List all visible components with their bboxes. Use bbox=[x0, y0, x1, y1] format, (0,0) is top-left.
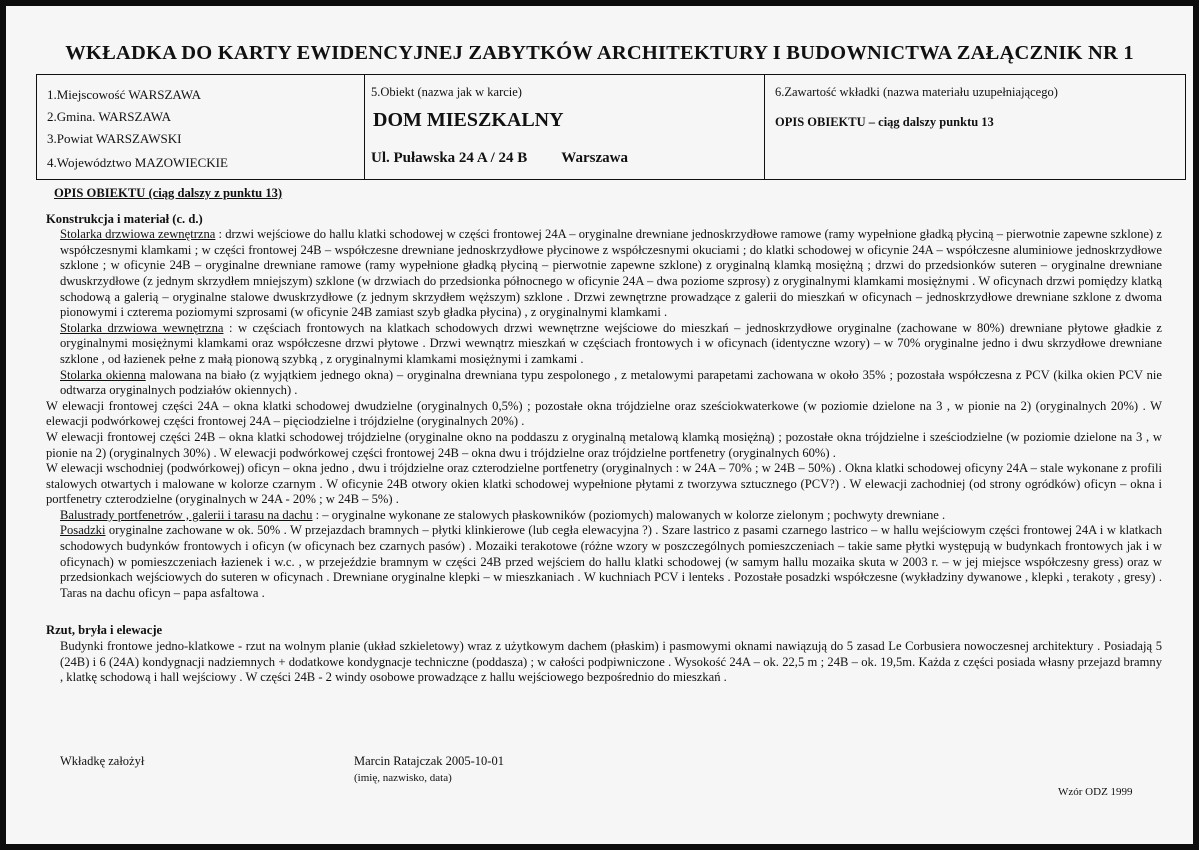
door-exterior-text: : drzwi wejściowe do hallu klatki schodowej w części frontowej 24A – oryginalne drewniane jednoskrzydłowe ramowe (ramy wypełnione gładką płyciną – pierwotnie zapewne szklone) z współczesnymi klamkami ; w części frontowej 24B – współczesne drewniane jednoskrzydłowe płycinowe z współczesnymi okuciami ; do klatki schodowej w oficynie 24A – współczesne aluminiowe jednoskrzydłowe szklone ; w oficynie 24B – oryginalne drewniane ramowe (ramy wypełnione gładką płyciną – pierwotnie zapewne szklone) z oryginalną klamką mosiężną ; drzwi do przedsionków suteren – oryginalne drewniane dwuskrzydłowe (z jednym skrzydłem mniejszym) szklone (w drzwiach do przedsionka północnego w oficynie 24A – dwa poziome szprosy) z oryginalnymi klamkami mosiężnymi . W oficynach drzwi pomiędzy klatką schodową a galerią – oryginalne stalowe dwuskrzydłowe (z jednym skrzydłem węższym) szklone . Drzwi zewnętrzne prowadzące z galerii do mieszkań w oficynach – jednoskrzydłowe drewniane szklone z dwoma pionowymi i czterema poziomymi szprosami (w oficynie 24B zamiast szyb gładka płycina) , z oryginalnymi klamkami . bbox=[60, 227, 1162, 320]
signature-note: (imię, nazwisko, data) bbox=[354, 772, 452, 784]
plan-title: Rzut, bryła i elewacje bbox=[46, 623, 163, 638]
location-city: 1.Miejscowość WARSZAWA bbox=[47, 87, 201, 102]
object-cell bbox=[365, 75, 765, 179]
paragraph-door-interior bbox=[46, 321, 1162, 368]
signature: Marcin Ratajczak 2005-10-01 bbox=[354, 754, 504, 768]
document-title: WKŁADKA DO KARTY EWIDENCYJNEJ ZABYTKÓW ARCHITEKTURY I BUDOWNICTWA ZAŁĄCZNIK NR 1 bbox=[65, 42, 1134, 64]
location-cell bbox=[37, 75, 365, 179]
document-sheet bbox=[6, 6, 1193, 844]
location-county: 3.Powiat WARSZAWSKI bbox=[47, 131, 182, 146]
floor-label: Posadzki bbox=[60, 523, 106, 538]
construction-title: Konstrukcja i materiał (c. d.) bbox=[46, 211, 203, 226]
door-exterior-label: Stolarka drzwiowa zewnętrzna bbox=[60, 227, 216, 242]
insert-cell bbox=[765, 75, 1185, 179]
insert-label: 6.Zawartość wkładki (nazwa materiału uzupełniającego) bbox=[775, 85, 1058, 99]
object-city: Warszawa bbox=[561, 150, 628, 166]
location-voivodeship: 4.Województwo MAZOWIECKIE bbox=[47, 155, 228, 170]
body-text bbox=[46, 186, 1162, 686]
section-title: OPIS OBIEKTU (ciąg dalszy z punktu 13) bbox=[54, 186, 283, 200]
paragraph-windows-annex: W elewacji wschodniej (podwórkowej) oficyn – okna jedno , dwu i trójdzielne oraz czterodzielne portfenetry (oryginalnych : w 24A – 70% ; w 24B – 50%) . Okna klatki schodowej oficyny 24A – stale wykonane z profili stalowych otwartych i malowane w kolorze czarnym . W oficynie 24B otwory okien klatki schodowej wypełnione płytami z tworzywa sztucznego (PCV?) . W elewacji zachodniej (od strony ogródków) oficyn – okna i portfenetry czterodzielne (oryginalnych w 24A - 20% ; w 24B – 5%) . bbox=[46, 461, 1162, 507]
window-text: malowana na biało (z wyjątkiem jednego okna) – oryginalna drewniana typu zespolonego , z metalowymi parapetami zachowana w około 35% ; pozostała współczesna z PCV (kilka okien PCV nie odtwarza oryginalnych podziałów okiennych) . bbox=[60, 367, 1162, 398]
prepared-by-label: Wkładkę założył bbox=[60, 754, 145, 768]
paragraph-door-exterior bbox=[46, 227, 1162, 321]
window-label: Stolarka okienna bbox=[60, 367, 146, 382]
object-label: 5.Obiekt (nazwa jak w karcie) bbox=[371, 85, 522, 99]
location-commune: 2.Gmina. WARSZAWA bbox=[47, 109, 172, 124]
door-interior-label: Stolarka drzwiowa wewnętrzna bbox=[60, 320, 224, 335]
paragraph-balustrades bbox=[46, 508, 1162, 524]
balustrade-text: : – oryginalne wykonane ze stalowych płaskowników (poziomych) malowanych w kolorze zielonym ; pochwyty drewniane . bbox=[312, 507, 946, 522]
paragraph-windows-24a: W elewacji frontowej części 24A – okna klatki schodowej dwudzielne (oryginalnych 0,5%) ; pozostałe okna trójdzielne oraz sześciokwaterkowe (w poziomie dzielone na 3 , w pionie na 2) (oryginalnych 20%) . W elewacji podwórkowej części frontowej 24A – pięciodzielne i trójdzielne (oryginalnych 20%) . bbox=[46, 398, 1162, 429]
door-interior-text: : w częściach frontowych na klatkach schodowych drzwi wewnętrzne wejściowe do mieszkań – jednoskrzydłowe oryginalne (zachowane w 80%) drewniane płytowe gładkie z oryginalnymi mosiężnymi klamkami oraz współczesne drzwi płytowe . Drzwi wewnątrz mieszkań w częściach frontowych i w oficynach (identyczne wzory) – w 70% oryginalne jedno i dwu skrzydłowe drewniane szklone , od łazienek pełne z małą pionową szybką , z oryginalnymi klamkami mosiężnymi i zamkami . bbox=[60, 320, 1162, 366]
balustrade-label: Balustrady portfenetrów , galerii i tarasu na dachu bbox=[60, 507, 313, 522]
paragraph-windows bbox=[46, 368, 1162, 399]
paragraph-floors bbox=[46, 523, 1162, 601]
form-code: Wzór ODZ 1999 bbox=[1058, 786, 1133, 798]
object-address-line bbox=[371, 150, 628, 167]
paragraph-windows-24b: W elewacji frontowej części 24B – okna klatki schodowej trójdzielne (oryginalne okno na poddaszu z oryginalną metalową klamką mosiężną) ; pozostałe okna trójdzielne i sześciodzielne (w poziomie dzielone na 3 , w pionie na 2) (oryginalnych 30%) . W elewacji podwórkowej części frontowej 24B – okna dwu i trójdzielne oraz trójdzielne portfenetry (oryginalnych 60%) . bbox=[46, 429, 1162, 460]
insert-value: OPIS OBIEKTU – ciąg dalszy punktu 13 bbox=[775, 115, 994, 129]
spacer bbox=[46, 601, 1162, 623]
object-address: Ul. Puławska 24 A / 24 B bbox=[371, 150, 528, 166]
paragraph-plan: Budynki frontowe jedno-klatkowe - rzut na wolnym planie (układ szkieletowy) wraz z użytkowym dachem (płaskim) i pasmowymi oknami nawiązują do 5 zasad Le Corbusiera nowoczesnej architektury . Posiadają 5 (24B) i 6 (24A) kondygnacji nadziemnych + dodatkowe kondygnacje techniczne (poddasza) ; w całości podpiwniczone . Wysokość 24A – ok. 22,5 m ; 24B – ok. 19,5m. Każda z części posiada własny przejazd bramny , klatkę schodową i hall wejściowy . W części 24B - 2 windy osobowe prowadzące z hallu wejściowego bezpośrednio do mieszkań . bbox=[60, 639, 1162, 685]
object-name: DOM MIESZKALNY bbox=[373, 109, 564, 131]
floor-text: oryginalne zachowane w ok. 50% . W przejazdach bramnych – płytki klinkierowe (lub cegła elewacyjna ?) . Szare lastrico z pasami czarnego lastrico – w hallu wejściowym części frontowej 24A i w klatkach schodowych budynków frontowych i oficyn (w oficynach bez czarnych pasów) . Mozaiki terakotowe (różne wzory w poszczególnych pomieszczeniach – takie same płytki występują w budynkach frontowych jak i w oficynach) w pomieszczeniach łazienek i w.c. , w przejeździe bramnym w części 24B przed wejściem do hallu klatki schodowej (w samym hallu mozaika skuta w 2003 r. – w jej miejsce współczesny gress) oraz w przedsionkach wejściowych do suteren w oficynach . Drewniane oryginalne klepki – w mieszkaniach . W kuchniach PCV i lenteks . Pozostałe posadzki współczesne (wykładziny dywanowe , klepki , terakoty , gresy) . Taras na dachu oficyn – papa asfaltowa . bbox=[60, 523, 1162, 600]
header-table bbox=[36, 74, 1186, 180]
